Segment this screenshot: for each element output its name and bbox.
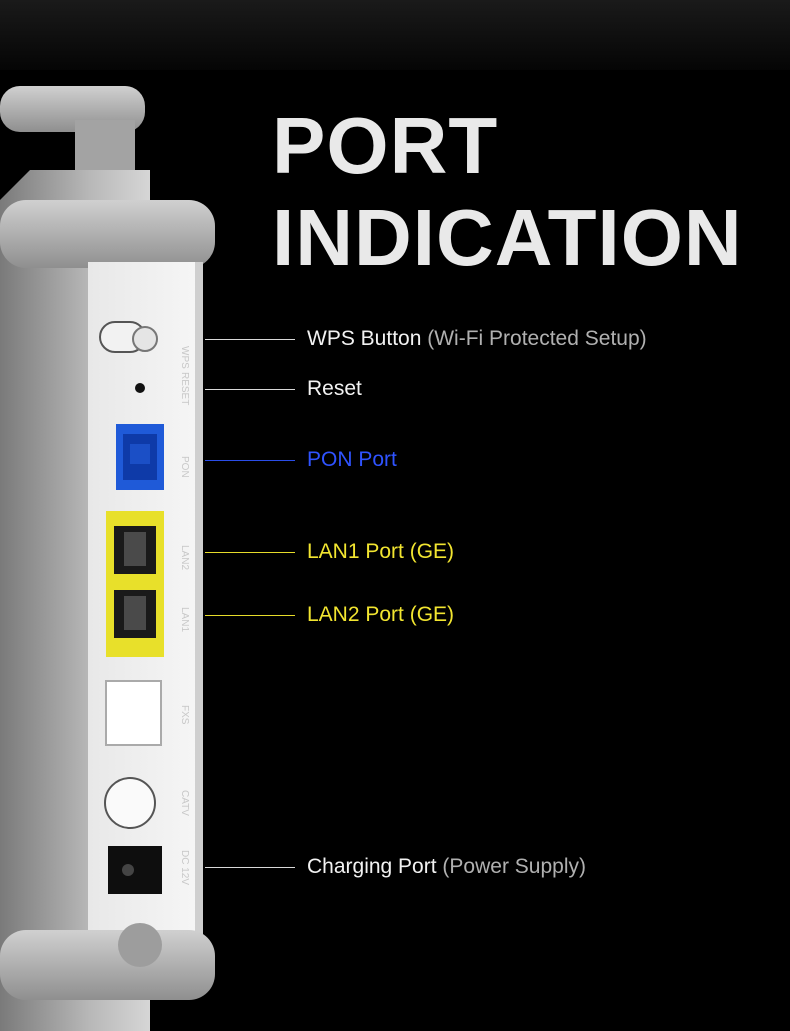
power-label: Charging Port [307,855,437,878]
callout-line [205,460,295,461]
callout-line [205,867,295,868]
router-illustration [0,0,230,1031]
callout-line [205,389,295,390]
power-note: (Power Supply) [442,855,586,878]
wps-label: WPS Button [307,327,422,350]
callout-wps [205,324,647,354]
pon-label: PON Port [307,448,397,471]
callout-line [205,339,295,340]
device-label-pon: PON [179,456,190,478]
callout-line [205,552,295,553]
reset-hole-graphic [135,383,145,393]
title-line-2: INDICATION [272,193,743,282]
wps-button-graphic [100,322,157,352]
dc-jack-graphic [108,846,162,894]
device-label-wps: WPS [179,346,190,369]
device-label-lan2: LAN2 [179,545,190,571]
catv-port-graphic [105,778,155,828]
callout-label [307,855,586,879]
callout-reset [205,374,362,404]
device-label-dc: DC 12V [179,850,190,886]
wps-note: (Wi-Fi Protected Setup) [427,327,647,350]
title-line-1: PORT [272,101,499,190]
lan-ports-graphic [106,511,164,657]
reset-label: Reset [307,377,362,400]
pon-port-graphic [116,424,164,490]
lan2-label: LAN2 Port (GE) [307,603,455,626]
page-title [272,100,743,284]
callout-lan2 [205,600,454,630]
fxs-port-graphic [106,681,161,745]
device-label-reset: RESET [179,372,190,406]
callout-pon [205,445,397,475]
device-label-lan1: LAN1 [179,607,190,633]
callout-label [307,327,647,351]
lan1-label: LAN1 Port (GE) [307,540,455,563]
callout-power [205,852,586,882]
callout-lan1 [205,537,454,567]
device-label-catv: CATV [179,790,190,816]
callout-line [205,615,295,616]
device-label-fxs: FXS [179,705,190,725]
